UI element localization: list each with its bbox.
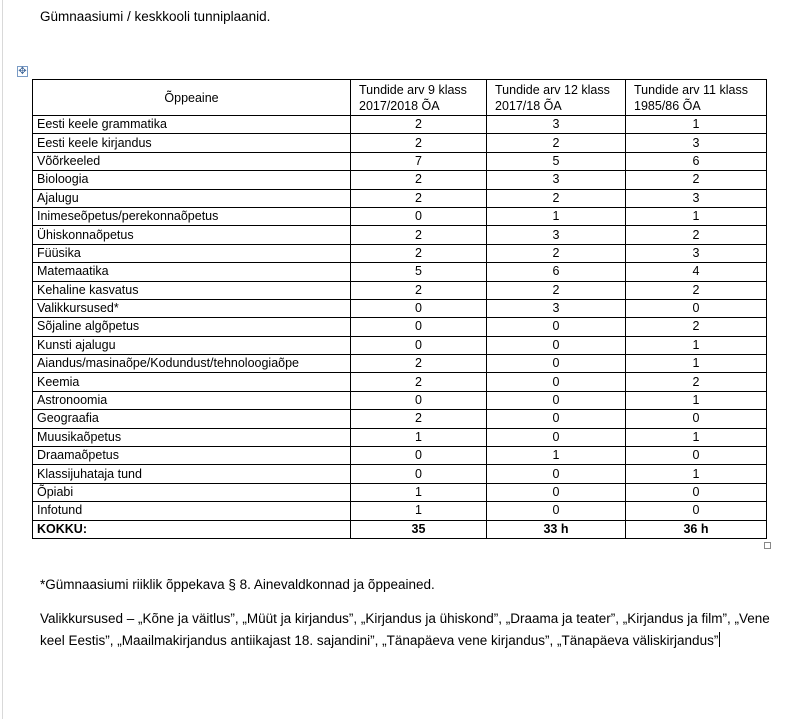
- cell-subject: Kunsti ajalugu: [33, 336, 351, 354]
- cell-grade11: 1: [626, 207, 767, 225]
- cell-grade11: 2: [626, 226, 767, 244]
- table-row: [33, 373, 767, 391]
- cell-grade12: 0: [487, 336, 626, 354]
- table-row: [33, 244, 767, 262]
- cell-grade9: 1: [351, 428, 487, 446]
- table-row: [33, 207, 767, 225]
- cell-grade11: 6: [626, 152, 767, 170]
- table-row: [33, 355, 767, 373]
- total-row: [33, 520, 767, 538]
- cell-grade12: 2: [487, 281, 626, 299]
- cell-grade9: 0: [351, 465, 487, 483]
- header-grade9: Tundide arv 9 klass 2017/2018 ÕA: [351, 80, 487, 116]
- table-row: [33, 189, 767, 207]
- cell-subject: Geograafia: [33, 410, 351, 428]
- cell-grade12: 3: [487, 116, 626, 134]
- cell-grade9: 2: [351, 410, 487, 428]
- table-move-handle-icon[interactable]: ✥: [18, 66, 27, 77]
- table-row: [33, 281, 767, 299]
- cell-subject: Aiandus/masinaõpe/Kodundust/tehnoloogiaõpe: [33, 355, 351, 373]
- footnote: *Gümnaasiumi riiklik õppekava § 8. Ainevaldkonnad ja õppeained.: [40, 577, 435, 592]
- cell-subject: Keemia: [33, 373, 351, 391]
- cell-grade11: 2: [626, 281, 767, 299]
- table-row: [33, 502, 767, 520]
- cell-grade11: 0: [626, 502, 767, 520]
- cell-grade11: 0: [626, 447, 767, 465]
- cell-grade12: 1: [487, 207, 626, 225]
- cell-subject: Muusikaõpetus: [33, 428, 351, 446]
- cell-grade11: 4: [626, 263, 767, 281]
- cell-grade11: 1: [626, 355, 767, 373]
- cell-grade12: 0: [487, 428, 626, 446]
- cell-grade12: 0: [487, 318, 626, 336]
- cell-subject: Eesti keele kirjandus: [33, 134, 351, 152]
- cell-grade12: 0: [487, 483, 626, 501]
- table-body: [33, 116, 767, 521]
- cell-grade9: 2: [351, 244, 487, 262]
- table-row: [33, 134, 767, 152]
- cell-grade11: 0: [626, 299, 767, 317]
- cell-grade11: 0: [626, 410, 767, 428]
- cell-grade11: 2: [626, 318, 767, 336]
- cell-grade11: 1: [626, 428, 767, 446]
- cell-grade11: 3: [626, 244, 767, 262]
- cell-grade12: 5: [487, 152, 626, 170]
- cell-subject: Draamaõpetus: [33, 447, 351, 465]
- cell-grade12: 3: [487, 171, 626, 189]
- cell-grade12: 0: [487, 410, 626, 428]
- cell-grade12: 0: [487, 502, 626, 520]
- cell-subject: Ühiskonnaõpetus: [33, 226, 351, 244]
- cell-subject: Bioloogia: [33, 171, 351, 189]
- cell-subject: Klassijuhataja tund: [33, 465, 351, 483]
- cell-subject: Valikkursused*: [33, 299, 351, 317]
- electives-paragraph[interactable]: [40, 608, 775, 652]
- table-row: [33, 299, 767, 317]
- cell-grade9: 5: [351, 263, 487, 281]
- schedule-table: [32, 79, 767, 539]
- table-row: [33, 483, 767, 501]
- table-row: [33, 116, 767, 134]
- cell-subject: Ajalugu: [33, 189, 351, 207]
- page-edge: [2, 0, 3, 719]
- header-grade11: Tundide arv 11 klass 1985/86 ÕA: [626, 80, 767, 116]
- cell-grade12: 0: [487, 355, 626, 373]
- cell-grade11: 3: [626, 189, 767, 207]
- table-header-row: [33, 80, 767, 116]
- cell-grade12: 3: [487, 299, 626, 317]
- cell-grade9: 7: [351, 152, 487, 170]
- cell-grade9: 1: [351, 483, 487, 501]
- header-subject: Õppeaine: [33, 80, 351, 116]
- table-row: [33, 410, 767, 428]
- total-grade9: 35: [351, 520, 487, 538]
- cell-grade11: 3: [626, 134, 767, 152]
- table-row: [33, 226, 767, 244]
- total-grade11: 36 h: [626, 520, 767, 538]
- cell-grade9: 2: [351, 171, 487, 189]
- cell-grade9: 0: [351, 207, 487, 225]
- cell-grade12: 0: [487, 391, 626, 409]
- document-title: Gümnaasiumi / keskkooli tunniplaanid.: [40, 9, 271, 24]
- cell-grade12: 2: [487, 134, 626, 152]
- cell-subject: Kehaline kasvatus: [33, 281, 351, 299]
- cell-grade12: 2: [487, 244, 626, 262]
- table-row: [33, 171, 767, 189]
- cell-grade9: 2: [351, 373, 487, 391]
- cell-grade11: 1: [626, 336, 767, 354]
- header-grade12: Tundide arv 12 klass 2017/18 ÕA: [487, 80, 626, 116]
- total-label: KOKKU:: [33, 520, 351, 538]
- cell-grade11: 1: [626, 391, 767, 409]
- table-row: [33, 318, 767, 336]
- cell-grade11: 1: [626, 465, 767, 483]
- cell-grade9: 2: [351, 134, 487, 152]
- cell-grade9: 0: [351, 391, 487, 409]
- cell-subject: Õpiabi: [33, 483, 351, 501]
- total-grade12: 33 h: [487, 520, 626, 538]
- cell-grade9: 2: [351, 226, 487, 244]
- cell-subject: Inimeseõpetus/perekonnaõpetus: [33, 207, 351, 225]
- cell-subject: Infotund: [33, 502, 351, 520]
- cell-grade9: 0: [351, 299, 487, 317]
- cell-grade9: 2: [351, 355, 487, 373]
- table-row: [33, 152, 767, 170]
- table-row: [33, 465, 767, 483]
- text-cursor: [719, 632, 720, 647]
- cell-grade11: 2: [626, 171, 767, 189]
- cell-grade12: 0: [487, 465, 626, 483]
- cell-grade11: 1: [626, 116, 767, 134]
- table-row: [33, 336, 767, 354]
- cell-grade12: 1: [487, 447, 626, 465]
- cell-grade11: 0: [626, 483, 767, 501]
- cell-grade9: 0: [351, 336, 487, 354]
- table-row: [33, 447, 767, 465]
- cell-grade12: 0: [487, 373, 626, 391]
- table-row: [33, 428, 767, 446]
- cell-grade9: 2: [351, 116, 487, 134]
- table-row: [33, 263, 767, 281]
- cell-grade9: 2: [351, 189, 487, 207]
- cell-grade11: 2: [626, 373, 767, 391]
- cell-subject: Võõrkeeled: [33, 152, 351, 170]
- cell-grade9: 0: [351, 318, 487, 336]
- cell-subject: Matemaatika: [33, 263, 351, 281]
- cell-grade9: 2: [351, 281, 487, 299]
- cell-subject: Sõjaline algõpetus: [33, 318, 351, 336]
- cell-subject: Eesti keele grammatika: [33, 116, 351, 134]
- table-resize-handle[interactable]: [764, 542, 771, 549]
- cell-subject: Füüsika: [33, 244, 351, 262]
- cell-grade9: 0: [351, 447, 487, 465]
- cell-grade12: 3: [487, 226, 626, 244]
- cell-grade9: 1: [351, 502, 487, 520]
- table-row: [33, 391, 767, 409]
- electives-text: Valikkursused – „Kõne ja väitlus”, „Müüt ja kirjandus”, „Kirjandus ja ühiskond”, „Draama ja teater”, „Kirjandus ja film”, „Vene keel Eestis”, „Maailmakirjandus antiikajast 18. sajandini”, „Tänapäeva vene kirjandus”, „Tänapäeva väliskirjandus”: [40, 611, 770, 648]
- cell-subject: Astronoomia: [33, 391, 351, 409]
- cell-grade12: 2: [487, 189, 626, 207]
- cell-grade12: 6: [487, 263, 626, 281]
